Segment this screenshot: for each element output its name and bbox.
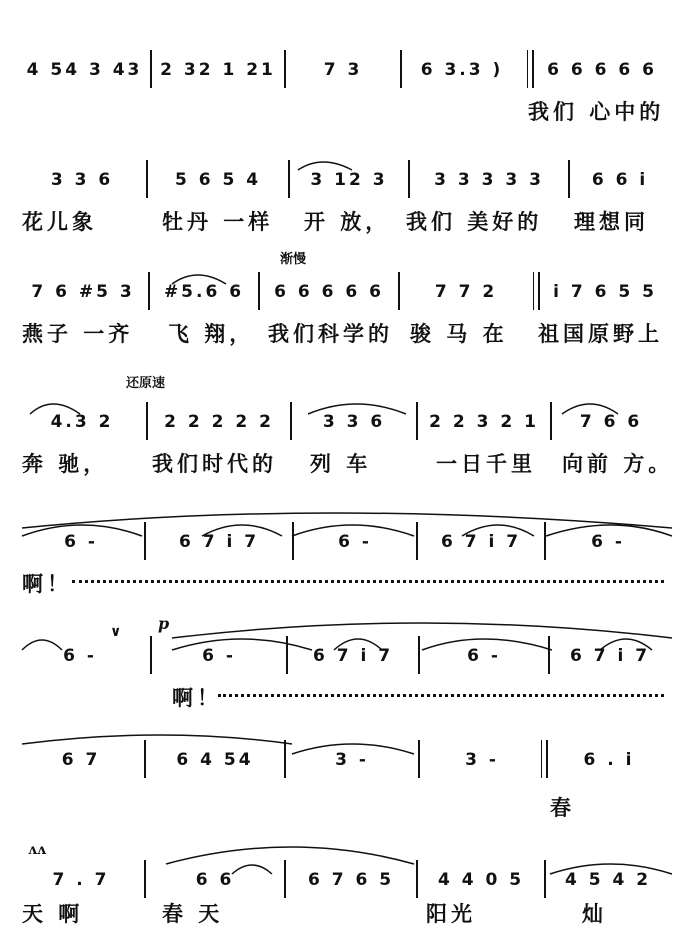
measure xyxy=(574,158,666,198)
barline xyxy=(416,402,418,440)
measure-notes: 7 3 xyxy=(323,60,363,80)
melisma-dots xyxy=(218,694,664,699)
lyric: 理想同 xyxy=(574,209,649,234)
measure-notes: 6 7 6 5 xyxy=(307,870,395,890)
measure xyxy=(264,270,394,310)
barline xyxy=(284,740,286,778)
measure xyxy=(556,400,666,440)
lyric: 奔 驰， xyxy=(22,451,109,476)
barline xyxy=(144,740,146,778)
measure xyxy=(22,158,142,198)
lyrics-row xyxy=(22,318,672,346)
measure xyxy=(424,738,540,778)
measure-notes: 4 4 0 5 xyxy=(437,870,525,890)
measure xyxy=(290,738,414,778)
measure-notes: 4.3 2 xyxy=(50,412,114,432)
measure xyxy=(290,858,412,898)
barline xyxy=(144,522,146,560)
measure xyxy=(150,520,288,560)
measure xyxy=(22,270,144,310)
lyrics-row xyxy=(22,206,672,234)
lyric: 灿 xyxy=(582,901,607,926)
lyric: 燕子 一齐 xyxy=(22,321,134,346)
barline xyxy=(290,402,292,440)
measure-notes: 2 32 1 21 xyxy=(160,60,276,80)
barline xyxy=(398,272,400,310)
lyric: 骏 马 在 xyxy=(410,321,508,346)
measure xyxy=(298,520,412,560)
measure xyxy=(150,858,280,898)
measure-notes: #5.6 6 xyxy=(163,282,245,302)
lyric: 啊！ xyxy=(172,685,222,710)
barline xyxy=(418,636,420,674)
measure-notes: 6 - xyxy=(202,646,236,666)
measure xyxy=(22,48,147,88)
barline xyxy=(144,860,146,898)
measure xyxy=(422,858,540,898)
measure xyxy=(156,48,280,88)
notes-row xyxy=(22,48,672,88)
lyric: 飞 翔， xyxy=(168,321,255,346)
measure-notes: 6 6 6 6 6 xyxy=(547,60,657,80)
measure xyxy=(22,400,142,440)
measure xyxy=(292,634,414,674)
barline xyxy=(258,272,260,310)
melisma-dots xyxy=(72,580,664,585)
measure xyxy=(414,158,564,198)
barline xyxy=(400,50,402,88)
lyric: 春 xyxy=(550,795,575,820)
barline xyxy=(150,50,152,88)
measure-notes: 7 6 #5 3 xyxy=(31,282,135,302)
barline xyxy=(544,522,546,560)
measure-notes: 7 7 2 xyxy=(434,282,498,302)
barline xyxy=(288,160,290,198)
measure-notes: 6 3.3 ) xyxy=(420,60,504,80)
measure-notes: 3 - xyxy=(335,750,369,770)
measure-notes: 3 12 3 xyxy=(310,170,388,190)
barline xyxy=(546,740,548,778)
lyric: 开 放， xyxy=(304,209,391,234)
measure xyxy=(154,270,254,310)
measure-notes: 6 7 i 7 xyxy=(178,532,260,552)
barline xyxy=(408,160,410,198)
measure-notes: 2 2 2 2 2 xyxy=(164,412,274,432)
lyric: 牡丹 一样 xyxy=(162,209,274,234)
measure xyxy=(538,48,666,88)
barline xyxy=(544,860,546,898)
measure-notes: 6 6 6 6 6 xyxy=(274,282,384,302)
notes-row xyxy=(22,858,672,898)
measure xyxy=(150,738,280,778)
measure-notes: i 7 6 5 5 xyxy=(553,282,657,302)
measure xyxy=(22,520,140,560)
measure-notes: 6 6 i xyxy=(591,170,649,190)
lyrics-row xyxy=(22,448,672,476)
lyric: 一日千里 xyxy=(436,451,536,476)
measure-notes: 3 3 3 3 3 xyxy=(434,170,544,190)
measure-notes: 6 7 i 7 xyxy=(569,646,651,666)
breath-mark: ∨ xyxy=(110,624,122,640)
barline xyxy=(292,522,294,560)
measure-notes: 3 3 6 xyxy=(50,170,114,190)
lyric: 向前 方。 xyxy=(562,451,674,476)
measure xyxy=(22,738,140,778)
lyric: 啊！ xyxy=(22,571,72,596)
measure-notes: 7 . 7 xyxy=(52,870,110,890)
barline xyxy=(416,522,418,560)
lyric: 阳光 xyxy=(426,901,476,926)
lyric: 我们 美好的 xyxy=(406,209,543,234)
measure-notes: 2 2 3 2 1 xyxy=(429,412,539,432)
measure xyxy=(294,158,404,198)
measure-notes: 6 - xyxy=(338,532,372,552)
measure-notes: 6 - xyxy=(63,646,97,666)
measure-notes: 6 4 54 xyxy=(176,750,254,770)
barline xyxy=(416,860,418,898)
measure-notes: 6 . i xyxy=(583,750,635,770)
tempo-marking: 渐慢 xyxy=(280,252,307,267)
measure xyxy=(424,634,544,674)
measure xyxy=(554,634,666,674)
measure xyxy=(156,634,282,674)
measure xyxy=(550,858,666,898)
measure-notes: 4 54 3 43 xyxy=(26,60,143,80)
lyric: 花儿象 xyxy=(22,209,97,234)
measure xyxy=(296,400,412,440)
barline xyxy=(284,860,286,898)
measure xyxy=(22,634,138,674)
notes-row xyxy=(22,634,672,674)
measure-notes: 3 3 6 xyxy=(322,412,386,432)
notes-row xyxy=(22,158,672,198)
measure xyxy=(552,738,666,778)
barline xyxy=(146,160,148,198)
trill-mark: ᴧᴧ xyxy=(28,842,46,858)
barline xyxy=(568,160,570,198)
dynamic-marking: p xyxy=(158,614,170,633)
measure-notes: 6 - xyxy=(467,646,501,666)
barline xyxy=(548,636,550,674)
notes-row xyxy=(22,400,672,440)
measure-notes: 6 6 xyxy=(195,870,235,890)
barline xyxy=(286,636,288,674)
lyrics-row xyxy=(22,792,672,820)
measure xyxy=(152,158,284,198)
lyric: 祖国原野上 xyxy=(538,321,663,346)
measure xyxy=(152,400,286,440)
measure xyxy=(544,270,666,310)
measure-notes: 7 6 6 xyxy=(579,412,643,432)
tempo-marking: 还原速 xyxy=(126,376,166,391)
measure xyxy=(290,48,396,88)
measure-notes: 4 5 4 2 xyxy=(564,870,652,890)
barline xyxy=(538,272,540,310)
measure xyxy=(422,400,546,440)
lyric: 春 天 xyxy=(162,901,224,926)
lyric: 我们科学的 xyxy=(268,321,393,346)
measure-notes: 6 - xyxy=(64,532,98,552)
lyrics-row xyxy=(22,898,672,926)
lyric: 我们 心中的 xyxy=(528,99,665,124)
lyrics-row xyxy=(22,96,672,124)
measure-notes: 6 7 i 7 xyxy=(312,646,394,666)
lyric: 列 车 xyxy=(310,451,372,476)
barline xyxy=(532,50,534,88)
measure xyxy=(406,48,518,88)
lyric: 我们时代的 xyxy=(152,451,277,476)
lyric: 天 啊 xyxy=(22,901,84,926)
measure-notes: 6 - xyxy=(591,532,625,552)
measure xyxy=(422,520,540,560)
measure-notes: 6 7 xyxy=(61,750,101,770)
barline xyxy=(550,402,552,440)
measure-notes: 5 6 5 4 xyxy=(174,170,262,190)
measure-notes: 6 7 i 7 xyxy=(440,532,522,552)
barline xyxy=(284,50,286,88)
barline xyxy=(148,272,150,310)
barline xyxy=(146,402,148,440)
notes-row xyxy=(22,520,672,560)
barline xyxy=(418,740,420,778)
measure xyxy=(22,858,140,898)
measure xyxy=(404,270,528,310)
measure-notes: 3 - xyxy=(465,750,499,770)
barline xyxy=(150,636,152,674)
measure xyxy=(550,520,666,560)
notes-row xyxy=(22,270,672,310)
notes-row xyxy=(22,738,672,778)
